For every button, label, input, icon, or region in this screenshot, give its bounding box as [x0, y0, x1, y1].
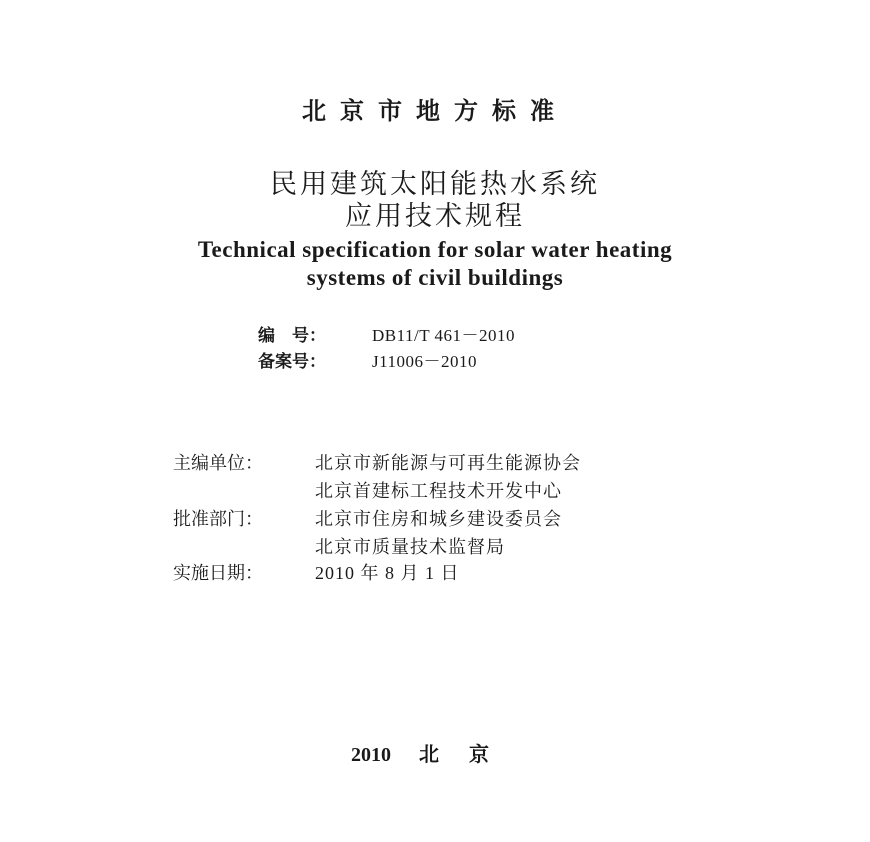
standard-category-heading: 北京市地方标准: [302, 97, 568, 125]
editor-unit-row: [173, 449, 581, 477]
english-title-line-1: Technical specification for solar water heating: [197, 237, 673, 262]
effective-date-row: [173, 559, 460, 587]
publication-footer: [0, 740, 870, 769]
record-number-value: J11006－2010: [372, 352, 477, 371]
approval-department-org-2: 北京市质量技术监督局: [315, 537, 505, 558]
approval-department-row: [173, 505, 562, 533]
english-title-line-2: systems of civil buildings: [306, 265, 564, 290]
publication-year: 2010: [351, 744, 391, 766]
standard-number-label: 编 号：: [258, 326, 326, 346]
record-number-row: [258, 349, 477, 375]
editor-unit-label: 主编单位：: [173, 453, 263, 474]
approval-department-label: 批准部门：: [173, 509, 263, 530]
approval-department-row-2: [173, 533, 505, 561]
effective-date-label: 实施日期：: [173, 563, 263, 584]
publication-place: 北京: [419, 742, 519, 766]
record-number-label: 备案号：: [258, 352, 326, 372]
editor-unit-row-2: [173, 477, 562, 505]
editor-unit-org-1: 北京市新能源与可再生能源协会: [315, 453, 581, 474]
standard-number-value: DB11/T 461－2010: [372, 326, 516, 345]
chinese-title-line-2: 应用技术规程: [345, 201, 525, 232]
editor-unit-org-2: 北京首建标工程技术开发中心: [315, 481, 562, 502]
standard-number-row: [258, 323, 515, 349]
effective-date-value: 2010 年 8 月 1 日: [315, 563, 460, 583]
approval-department-org-1: 北京市住房和城乡建设委员会: [315, 509, 562, 530]
chinese-title-line-1: 民用建筑太阳能热水系统: [270, 169, 600, 200]
